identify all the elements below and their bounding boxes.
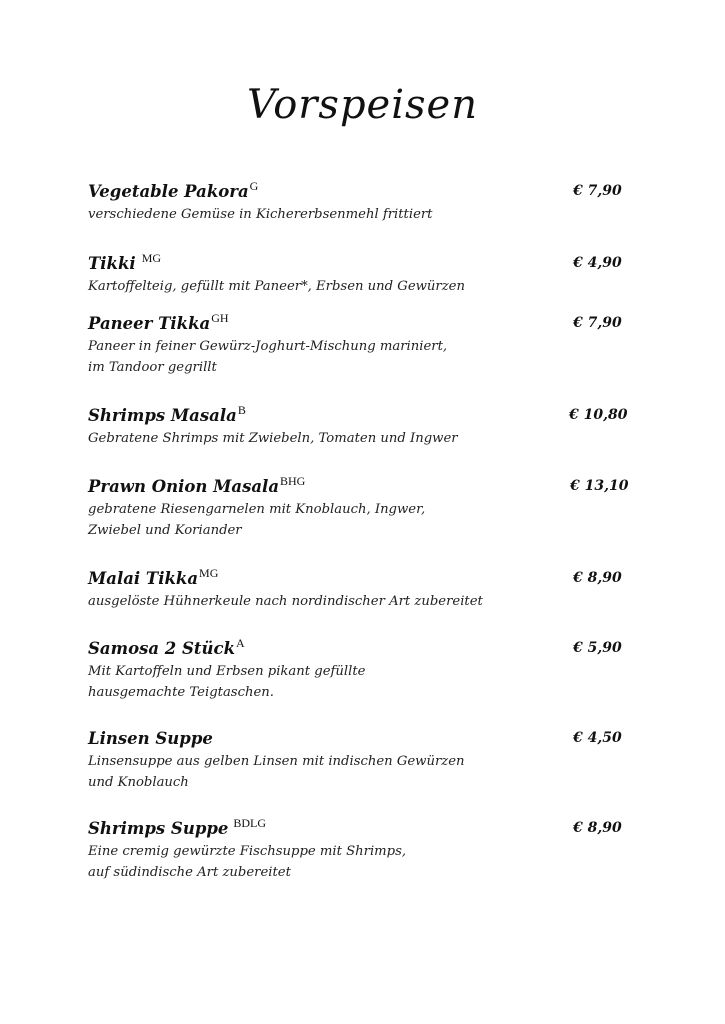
item-description: Paneer in feiner Gewürz-Joghurt-Mischung mariniert, im Tandoor gegrillt — [88, 339, 448, 375]
item-description: Mit Kartoffeln und Erbsen pikant gefüllte hausgemachte Teigtaschen. — [88, 664, 366, 700]
item-description: ausgelöste Hühnerkeule nach nordindischer Art zubereitet — [88, 594, 483, 609]
item-name: Malai Tikka — [88, 569, 199, 588]
item-name: Samosa 2 Stück — [88, 639, 236, 658]
allergen-codes: MG — [141, 251, 162, 265]
allergen-codes: MG — [199, 566, 219, 580]
menu-item — [88, 252, 648, 297]
item-price: € 4,90 — [573, 255, 622, 271]
item-name-line — [88, 180, 648, 204]
allergen-codes: GH — [211, 311, 229, 325]
menu-item — [88, 404, 648, 449]
item-price: € 8,90 — [573, 820, 622, 836]
item-price: € 7,90 — [573, 183, 622, 199]
allergen-codes: B — [237, 403, 246, 417]
allergen-codes: A — [236, 636, 245, 650]
item-price: € 5,90 — [573, 640, 622, 656]
item-name: Vegetable Pakora — [88, 182, 249, 201]
item-name-line — [88, 312, 648, 336]
menu-item — [88, 817, 648, 883]
item-price: € 13,10 — [570, 478, 629, 494]
item-name-line — [88, 727, 648, 751]
page-title: Vorspeisen — [247, 82, 478, 128]
item-description: Kartoffelteig, gefüllt mit Paneer*, Erbsen und Gewürzen — [88, 279, 465, 294]
item-name-line — [88, 252, 648, 276]
menu-item — [88, 180, 648, 225]
item-description: Linsensuppe aus gelben Linsen mit indischen Gewürzen und Knoblauch — [88, 754, 465, 790]
item-name-line — [88, 404, 648, 428]
item-name: Paneer Tikka — [88, 314, 211, 333]
item-price: € 8,90 — [573, 570, 622, 586]
allergen-codes: G — [249, 179, 259, 193]
item-price: € 10,80 — [569, 407, 628, 423]
item-name-line — [88, 475, 648, 499]
menu-item — [88, 475, 648, 541]
item-name: Prawn Onion Masala — [88, 477, 280, 496]
item-description: gebratene Riesengarnelen mit Knoblauch, Ingwer, Zwiebel und Koriander — [88, 502, 426, 538]
item-name-line — [88, 567, 648, 591]
item-description: Eine cremig gewürzte Fischsuppe mit Shrimps, auf südindische Art zubereitet — [88, 844, 407, 880]
item-name: Shrimps Suppe — [88, 819, 229, 838]
item-name: Shrimps Masala — [88, 406, 237, 425]
item-description: verschiedene Gemüse in Kichererbsenmehl frittiert — [88, 207, 433, 222]
item-price: € 4,50 — [573, 730, 622, 746]
item-description: Gebratene Shrimps mit Zwiebeln, Tomaten und Ingwer — [88, 431, 458, 446]
menu-item — [88, 567, 648, 612]
allergen-codes: BDLG — [233, 816, 267, 830]
menu-item — [88, 727, 648, 793]
item-name-line — [88, 637, 648, 661]
menu-item — [88, 312, 648, 378]
item-name: Tikki — [88, 254, 136, 273]
item-price: € 7,90 — [573, 315, 622, 331]
allergen-codes: BHG — [280, 474, 306, 488]
item-name-line — [88, 817, 648, 841]
item-name: Linsen Suppe — [88, 729, 213, 748]
menu-item — [88, 637, 648, 703]
